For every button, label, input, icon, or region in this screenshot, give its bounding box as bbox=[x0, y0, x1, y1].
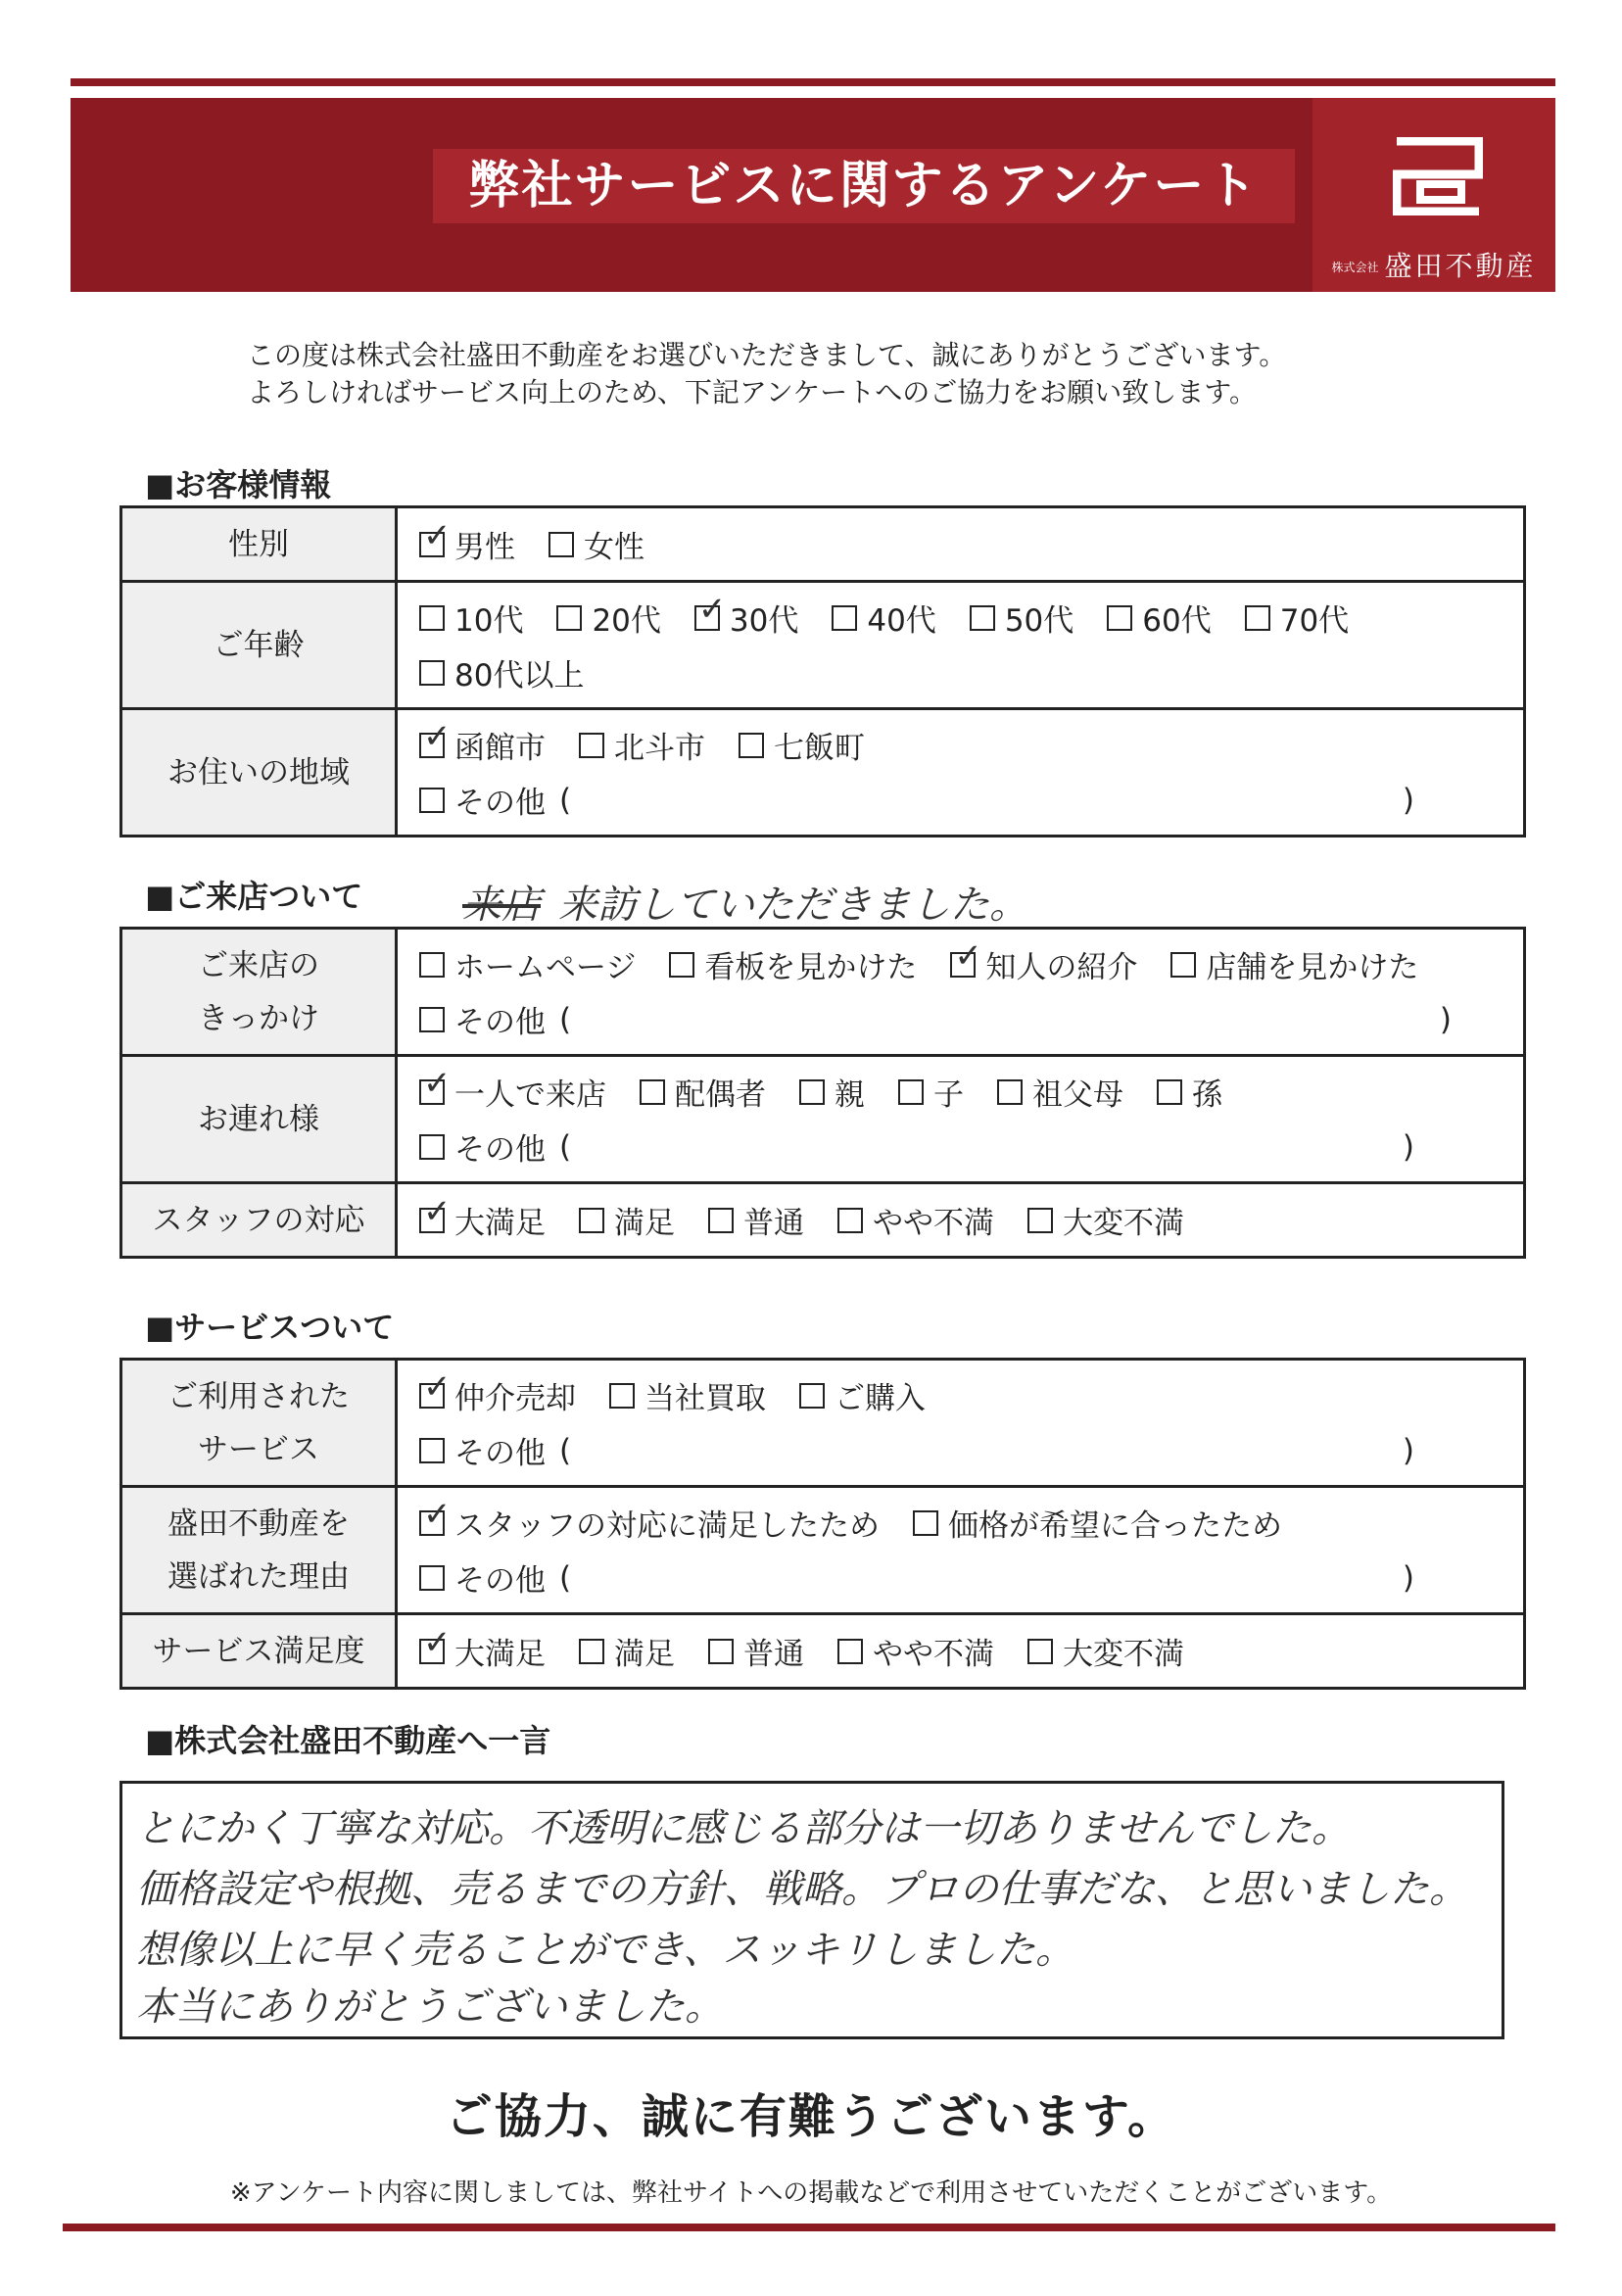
bottom-rule bbox=[63, 2224, 1555, 2231]
checkbox[interactable] bbox=[837, 1639, 863, 1664]
logo-text bbox=[1312, 245, 1555, 284]
checkbox[interactable] bbox=[1027, 1208, 1053, 1233]
checkbox[interactable] bbox=[419, 1565, 445, 1591]
age-option[interactable] bbox=[419, 650, 584, 694]
companion-other-option[interactable] bbox=[419, 1124, 571, 1169]
companion-option[interactable] bbox=[799, 1070, 865, 1114]
companion-option[interactable] bbox=[898, 1070, 964, 1114]
label-line: ご利用された bbox=[167, 1378, 350, 1414]
option-label: 普通 bbox=[743, 1206, 804, 1241]
section-customer-info: ■お客様情報 bbox=[145, 466, 332, 503]
checkbox[interactable] bbox=[419, 952, 445, 978]
used-service-label bbox=[121, 1360, 397, 1487]
checkbox[interactable] bbox=[837, 1208, 863, 1233]
gender-label: 性別 bbox=[121, 507, 397, 582]
trigger-option-selected[interactable] bbox=[950, 942, 1137, 986]
satisfaction-option[interactable] bbox=[1027, 1629, 1184, 1673]
visit-table bbox=[119, 927, 1526, 1259]
checkbox[interactable] bbox=[898, 1079, 924, 1105]
checkbox[interactable] bbox=[419, 1007, 445, 1032]
satisfaction-option-selected[interactable] bbox=[419, 1629, 546, 1673]
checkbox[interactable] bbox=[669, 952, 694, 978]
satisfaction-option[interactable] bbox=[579, 1629, 675, 1673]
checkbox[interactable] bbox=[997, 1079, 1023, 1105]
checkbox[interactable] bbox=[913, 1510, 938, 1536]
gender-female-option[interactable] bbox=[549, 522, 644, 566]
comment-line-1: とにかく丁寧な対応。不透明に感じる部分は一切ありませんでした。 bbox=[136, 1806, 1351, 1851]
comment-line-3: 想像以上に早く売ることができ、スッキリしました。 bbox=[136, 1928, 1074, 1973]
option-label: 店舗を見かけた bbox=[1206, 950, 1419, 985]
service-option-selected[interactable] bbox=[419, 1373, 576, 1417]
checkbox[interactable] bbox=[1170, 952, 1196, 978]
reason-option-selected[interactable] bbox=[419, 1501, 880, 1545]
label-line: サービス bbox=[198, 1431, 319, 1467]
option-label: ご購入 bbox=[835, 1381, 926, 1416]
checkbox[interactable] bbox=[708, 1639, 734, 1664]
option-label: ホームページ bbox=[454, 950, 637, 985]
reason-label bbox=[121, 1487, 397, 1614]
satisfaction-option[interactable] bbox=[708, 1629, 804, 1673]
checkbox[interactable] bbox=[419, 605, 445, 631]
companion-option[interactable] bbox=[640, 1070, 766, 1114]
service-other-option[interactable] bbox=[419, 1428, 571, 1472]
checkbox[interactable] bbox=[556, 605, 582, 631]
gender-male-option[interactable] bbox=[419, 522, 515, 566]
age-option-selected[interactable] bbox=[694, 596, 798, 640]
option-label: 満足 bbox=[614, 1637, 675, 1672]
trigger-label bbox=[121, 929, 397, 1056]
service-option[interactable] bbox=[799, 1373, 926, 1417]
option-label: 親 bbox=[835, 1077, 865, 1113]
checkbox[interactable] bbox=[1027, 1639, 1053, 1664]
label-line: 選ばれた理由 bbox=[167, 1558, 350, 1595]
area-other-option[interactable] bbox=[419, 778, 571, 822]
option-label: 50代 bbox=[1004, 603, 1074, 639]
option-label: その他 bbox=[454, 1132, 546, 1168]
option-label: 女性 bbox=[584, 530, 644, 565]
option-label: 看板を見かけた bbox=[704, 950, 918, 985]
trigger-option[interactable] bbox=[1170, 942, 1418, 986]
trigger-option[interactable] bbox=[419, 942, 636, 986]
intro-line-2: よろしければサービス向上のため、下記アンケートへのご協力をお願い致します。 bbox=[247, 376, 1257, 408]
checkbox[interactable] bbox=[799, 1079, 825, 1105]
checkbox[interactable] bbox=[1107, 605, 1132, 631]
logo-mark-icon bbox=[1393, 137, 1483, 215]
checkbox-checked[interactable] bbox=[419, 532, 445, 557]
option-label: 30代 bbox=[729, 603, 799, 639]
checkbox-checked[interactable] bbox=[694, 605, 720, 631]
paren-open: ( bbox=[559, 782, 572, 818]
option-label: 大変不満 bbox=[1063, 1206, 1184, 1241]
staff-option[interactable] bbox=[708, 1198, 804, 1242]
option-label: 20代 bbox=[592, 603, 661, 639]
staff-option[interactable] bbox=[579, 1198, 675, 1242]
option-label: その他 bbox=[454, 786, 546, 821]
paren-open: ( bbox=[559, 1559, 572, 1596]
option-label: やや不満 bbox=[873, 1206, 994, 1241]
checkbox[interactable] bbox=[708, 1208, 734, 1233]
option-label: 大満足 bbox=[454, 1206, 546, 1241]
companion-label: お連れ様 bbox=[121, 1056, 397, 1183]
satisfaction-option[interactable] bbox=[837, 1629, 994, 1673]
trigger-other-option[interactable] bbox=[419, 997, 571, 1041]
companion-option[interactable] bbox=[997, 1070, 1123, 1114]
option-label: 大満足 bbox=[454, 1637, 546, 1672]
staff-label: スタッフの対応 bbox=[121, 1183, 397, 1258]
survey-title: 弊社サービスに関するアンケート bbox=[433, 149, 1295, 223]
checkbox-checked[interactable] bbox=[950, 952, 976, 978]
area-option[interactable] bbox=[739, 723, 865, 767]
option-label: その他 bbox=[454, 1436, 546, 1471]
checkbox[interactable] bbox=[419, 660, 445, 686]
checkbox-checked[interactable] bbox=[419, 733, 445, 758]
top-rule bbox=[71, 78, 1555, 86]
checkbox-checked[interactable] bbox=[419, 1208, 445, 1233]
option-label: スタッフの対応に満足したため bbox=[454, 1508, 880, 1544]
paren-close: ) bbox=[1402, 1559, 1414, 1596]
option-label: 北斗市 bbox=[614, 731, 705, 766]
paren-open: ( bbox=[559, 1001, 572, 1037]
checkbox[interactable] bbox=[419, 1438, 445, 1463]
option-label: 価格が希望に合ったため bbox=[948, 1508, 1282, 1544]
service-option[interactable] bbox=[609, 1373, 766, 1417]
checkbox[interactable] bbox=[609, 1383, 635, 1409]
option-label: 配偶者 bbox=[675, 1077, 766, 1113]
age-label: ご年齢 bbox=[121, 582, 397, 709]
option-label: 当社買取 bbox=[644, 1381, 766, 1416]
companion-option-selected[interactable] bbox=[419, 1070, 606, 1114]
paren-open: ( bbox=[559, 1128, 572, 1165]
option-label: 祖父母 bbox=[1032, 1077, 1123, 1113]
trigger-option[interactable] bbox=[669, 942, 917, 986]
section-service: ■サービスついて bbox=[145, 1309, 395, 1346]
logo-company-name: 盛田不動産 bbox=[1384, 250, 1537, 282]
paren-open: ( bbox=[559, 1432, 572, 1468]
option-label: 70代 bbox=[1279, 603, 1350, 639]
header-banner bbox=[71, 98, 1555, 292]
option-label: 40代 bbox=[867, 603, 936, 639]
area-option-selected[interactable] bbox=[419, 723, 546, 767]
intro-line-1: この度は株式会社盛田不動産をお選びいただきまして、誠にありがとうございます。 bbox=[247, 339, 1287, 371]
option-label: 知人の紹介 bbox=[985, 950, 1138, 985]
satisfaction-label: サービス満足度 bbox=[121, 1614, 397, 1689]
area-option[interactable] bbox=[579, 723, 705, 767]
customer-info-table bbox=[119, 505, 1526, 837]
age-option[interactable] bbox=[1107, 596, 1211, 640]
option-label: 七飯町 bbox=[774, 731, 865, 766]
checkbox[interactable] bbox=[549, 532, 574, 557]
reason-other-option[interactable] bbox=[419, 1555, 571, 1600]
checkbox[interactable] bbox=[739, 733, 764, 758]
option-label: その他 bbox=[454, 1563, 546, 1599]
struck-text: 来店 bbox=[462, 883, 541, 928]
checkbox[interactable] bbox=[799, 1383, 825, 1409]
checkbox[interactable] bbox=[832, 605, 857, 631]
visit-handwritten-note bbox=[462, 874, 1028, 930]
option-label: 10代 bbox=[454, 603, 524, 639]
option-label: 80代以上 bbox=[454, 658, 585, 694]
option-label: その他 bbox=[454, 1005, 546, 1040]
label-line: きっかけ bbox=[198, 1000, 319, 1036]
paren-close: ) bbox=[1402, 782, 1414, 818]
staff-option-selected[interactable] bbox=[419, 1198, 546, 1242]
option-label: 男性 bbox=[454, 530, 515, 565]
option-label: 函館市 bbox=[454, 731, 546, 766]
staff-option[interactable] bbox=[1027, 1198, 1184, 1242]
comment-box[interactable] bbox=[119, 1781, 1504, 2039]
age-option[interactable] bbox=[832, 596, 935, 640]
checkbox-checked[interactable] bbox=[419, 1639, 445, 1664]
visit-note-text: 来訪していただきました。 bbox=[558, 883, 1028, 928]
label-line: 盛田不動産を bbox=[167, 1506, 350, 1542]
checkbox[interactable] bbox=[579, 1208, 604, 1233]
checkbox[interactable] bbox=[1157, 1079, 1182, 1105]
checkbox[interactable] bbox=[419, 1134, 445, 1160]
age-option[interactable] bbox=[556, 596, 660, 640]
age-option[interactable] bbox=[1245, 596, 1349, 640]
paren-close: ) bbox=[1402, 1432, 1414, 1468]
section-visit: ■ご来店ついて bbox=[145, 878, 363, 915]
checkbox[interactable] bbox=[970, 605, 995, 631]
companion-option[interactable] bbox=[1157, 1070, 1222, 1114]
staff-option[interactable] bbox=[837, 1198, 994, 1242]
option-label: やや不満 bbox=[873, 1637, 994, 1672]
option-label: 一人で来店 bbox=[454, 1077, 606, 1113]
intro-text bbox=[247, 337, 1286, 411]
option-label: 孫 bbox=[1192, 1077, 1222, 1113]
paren-close: ) bbox=[1402, 1128, 1414, 1165]
area-label: お住いの地域 bbox=[121, 709, 397, 837]
comment-line-2: 価格設定や根拠、売るまでの方針、戦略。プロの仕事だな、と思いました。 bbox=[136, 1867, 1468, 1912]
checkbox-checked[interactable] bbox=[419, 1383, 445, 1409]
checkbox[interactable] bbox=[579, 1639, 604, 1664]
option-label: 大変不満 bbox=[1063, 1637, 1184, 1672]
footer-note: ※アンケート内容に関しましては、弊社サイトへの掲載などで利用させていただくことがございます。 bbox=[229, 2178, 1393, 2208]
age-option[interactable] bbox=[970, 596, 1073, 640]
comment-line-4: 本当にありがとうございました。 bbox=[136, 1985, 724, 2030]
checkbox[interactable] bbox=[579, 733, 604, 758]
checkbox-checked[interactable] bbox=[419, 1510, 445, 1536]
checkbox[interactable] bbox=[419, 788, 445, 813]
label-line: ご来店の bbox=[198, 947, 319, 983]
service-table bbox=[119, 1358, 1526, 1690]
option-label: 60代 bbox=[1142, 603, 1212, 639]
company-logo bbox=[1312, 98, 1555, 292]
age-option[interactable] bbox=[419, 596, 523, 640]
reason-option[interactable] bbox=[913, 1501, 1282, 1545]
thanks-message: ご協力、誠に有難うございます。 bbox=[445, 2089, 1177, 2144]
option-label: 仲介売却 bbox=[454, 1381, 576, 1416]
checkbox[interactable] bbox=[1245, 605, 1270, 631]
checkbox-checked[interactable] bbox=[419, 1079, 445, 1105]
logo-kabushiki: 株式会社 bbox=[1331, 261, 1379, 274]
option-label: 満足 bbox=[614, 1206, 675, 1241]
option-label: 子 bbox=[933, 1077, 964, 1113]
checkbox[interactable] bbox=[640, 1079, 665, 1105]
option-label: 普通 bbox=[743, 1637, 804, 1672]
paren-close: ) bbox=[1439, 1001, 1452, 1037]
section-message: ■株式会社盛田不動産へ一言 bbox=[145, 1722, 551, 1759]
